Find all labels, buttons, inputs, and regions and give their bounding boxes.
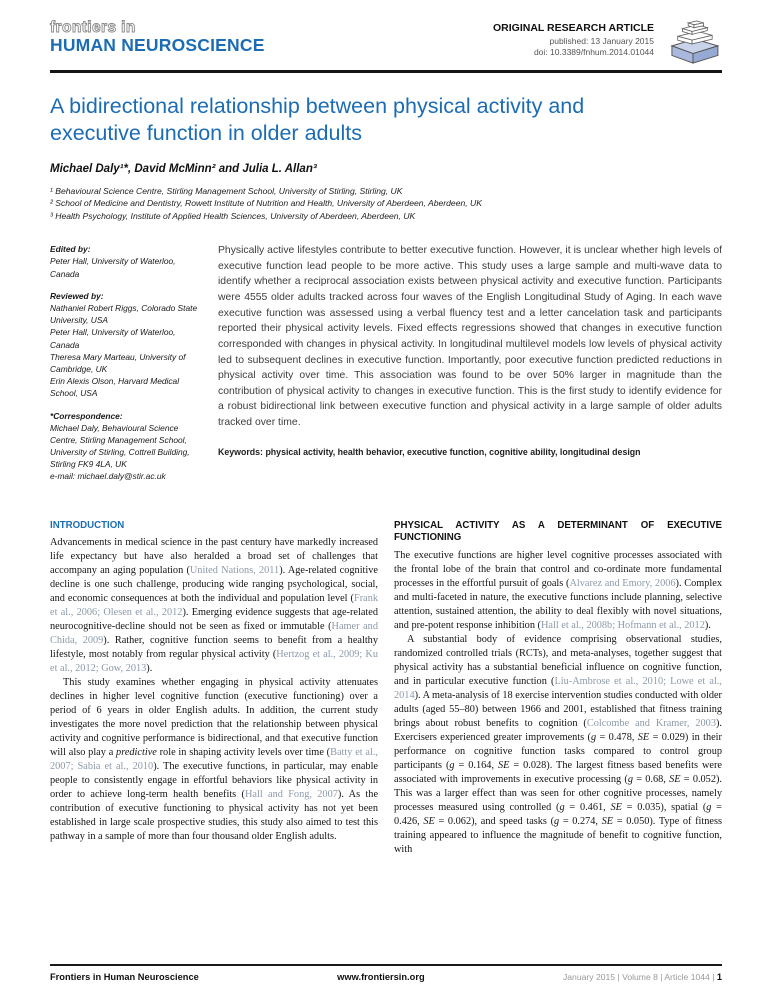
keywords-line <box>218 446 722 458</box>
edited-by-label: Edited by: <box>50 244 91 255</box>
text-segment: = 0.062), and speed tasks ( <box>434 815 555 827</box>
text-segment: = 0.050). Type of fitness training appeared to influence the magnitude of benefit to cognitive function, with <box>394 815 723 855</box>
affiliation-line: ¹ Behavioural Science Centre, Stirling Management School, University of Stirling, Stirling, UK <box>50 185 403 196</box>
text-segment: ). A meta-analysis of 18 exercise intervention studies conducted with older adults (aged 55–80) between 1966 and 2001, established that fitness training brings about robust benefits to cognition ( <box>394 689 722 729</box>
citation-link[interactable]: Hamer and Chida, 2009 <box>50 621 378 647</box>
editor-name: Peter Hall, University of Waterloo, Canada <box>50 256 176 279</box>
text-segment: This study examines whether engaging in physical activity attenuates declines in higher level cognitive function (executive functioning) over a period of 6 years in older English adults. In addition, the current study investigates the more novel prediction that the relationship between physical activity and cognitive performance is bidirectional, and that executive function will also play a <box>50 677 378 759</box>
citation-link[interactable]: United Nations, 2011 <box>189 565 280 577</box>
text-segment: A substantial body of evidence comprising observational studies, randomized controlled trials (RCTs), and meta-analyses, together suggest that physical activity has a substantial beneficial influence on cognitive function, and in particular executive function ( <box>394 633 722 687</box>
article-meta <box>493 22 654 58</box>
text-segment: g <box>554 815 560 827</box>
citation-link[interactable]: Alvarez and Emory, 2006 <box>569 577 676 589</box>
text-segment: g <box>627 773 633 785</box>
reviewed-by-label: Reviewed by: <box>50 290 104 301</box>
text-segment: ). Exercisers experienced greater improvements ( <box>394 717 722 743</box>
text-segment: = 0.164, <box>454 759 498 771</box>
text-segment: ). Age-related cognitive decline is one such challenge, producing wide ranging psychological, social, and economic consequences at both the individual and population level ( <box>50 565 378 605</box>
text-segment: SE <box>610 801 622 813</box>
keywords-label: Keywords: <box>218 446 263 457</box>
text-segment: ). Emerging evidence suggests that age-related neurocognitive-decline should not be seen as fixed or immutable ( <box>50 607 378 633</box>
brand-frontiers-in: frontiers in <box>50 19 136 36</box>
correspondence-address: Michael Daly, Behavioural Science Centre, Stirling Management School, University of Stirling, Cottrell Building, Stirling FK9 4LA, UK <box>50 422 190 470</box>
text-segment: SE <box>637 731 650 743</box>
left-column <box>50 520 378 857</box>
footer-page-number: 1 <box>716 972 722 982</box>
reviewer-name: Nathaniel Robert Riggs, Colorado State University, USA <box>50 303 198 326</box>
reviewer-name: Erin Alexis Olson, Harvard Medical School, USA <box>50 376 180 399</box>
text-segment: = 0.052). This was a larger effect than was seen for other cognitive processes, namely processes measured using controlled ( <box>394 773 722 813</box>
text-segment: Advancements in medical science in the past century have markedly increased life expectancy but have also heralded a broad set of challenges that accompany an aging population ( <box>50 537 378 577</box>
correspondence-label: *Correspondence: <box>50 410 123 421</box>
abstract-text: Physically active lifestyles contribute to better executive function. However, it is unclear whether high levels of executive function lead people to be more active. This study uses a large sample and multi-wave data to identify whether a reciprocal association exists between physical activity and executive function. Participants were 4555 older adults tracked across four waves of the English Longitudinal Study of Aging. In each wave executive function was assessed using a verbal fluency test and a letter cancelation task and participants reported their physical activity levels. Fixed effects regressions showed that changes in executive function corresponded with changes in physical activity. In longitudinal multilevel models low levels of physical activity led to subsequent declines in executive function. Importantly, poor executive function predicted reductions in physical activity over time. This association was found to be over 50% larger in magnitude than the contribution of physical activity to changes in executive function. This is the first study to identify evidence for a robust bidirectional link between executive function and physical activity in a large sample of older adults tracked over time. <box>218 245 722 428</box>
text-segment: SE <box>601 815 614 827</box>
citation-link[interactable]: Frank et al., 2006; Olesen et al., 2012 <box>50 593 378 619</box>
editorial-sidebar <box>50 243 218 492</box>
text-segment: SE <box>669 773 681 785</box>
reviewer-name: Theresa Mary Marteau, University of Cambridge, UK <box>50 351 186 374</box>
doi-link[interactable]: doi: 10.3389/fnhum.2014.01044 <box>533 46 654 57</box>
affiliation-line: ³ Health Psychology, Institute of Applied Health Sciences, University of Aberdeen, Aberdeen, UK <box>50 211 416 222</box>
text-segment: role in shaping activity levels over time ( <box>156 747 331 759</box>
published-date: published: 13 January 2015 <box>549 35 654 46</box>
right-column <box>394 520 722 857</box>
frontiers-books-logo-icon <box>664 20 722 66</box>
affiliations-block <box>50 185 722 224</box>
citation-link[interactable]: Batty et al., 2007; Sabia et al., 2010 <box>50 747 378 773</box>
abstract-section <box>50 243 722 492</box>
citation-link[interactable]: Colcombe and Kramer, 2003 <box>586 717 716 729</box>
author-line: Michael Daly¹*, David McMinn² and Julia L. Allan³ <box>50 162 317 175</box>
text-segment: = 0.478, <box>596 731 638 743</box>
text-segment: predictive <box>116 747 157 759</box>
footer-issue-info <box>563 972 722 982</box>
text-segment: SE <box>497 759 510 771</box>
footer-issue-meta: January 2015 | Volume 8 | Article 1044 | <box>562 972 715 982</box>
section-heading-physical-activity: PHYSICAL ACTIVITY AS A DETERMINANT OF EXECUTIVE FUNCTIONING <box>394 519 722 544</box>
abstract-column <box>218 243 722 492</box>
text-segment: SE <box>423 815 435 827</box>
reviewed-by-group <box>50 290 202 400</box>
page-header <box>0 0 764 66</box>
text-segment: ). Rather, cognitive function seems to benefit from a healthy lifestyle, most notably from regular physical activity ( <box>50 635 378 661</box>
citation-link[interactable]: Hertzog et al., 2009; Ku et al., 2012; Gow, 2013 <box>50 649 378 675</box>
text-segment: = 0.461, <box>564 801 611 813</box>
keywords-list: physical activity, health behavior, executive function, cognitive ability, longitudinal design <box>265 446 641 457</box>
edited-by-group <box>50 243 202 280</box>
text-segment: ). <box>704 619 711 631</box>
text-segment: g <box>449 759 455 771</box>
citation-link[interactable]: Hall and Fong, 2007 <box>244 789 338 801</box>
body-paragraph <box>394 633 722 857</box>
brand-journal-name: HUMAN NEUROSCIENCE <box>50 35 265 56</box>
text-segment: ). As the contribution of executive functioning to physical activity has not yet been established in large scale prospective studies, this study also aimed to test this pathway in a sample of more than four thousand older English adults. <box>50 789 379 843</box>
header-meta-block <box>493 20 722 66</box>
text-segment: = 0.035), spatial ( <box>621 801 707 813</box>
text-segment: ). <box>146 663 153 675</box>
header-divider <box>50 70 722 73</box>
body-paragraph <box>394 549 722 633</box>
text-segment: = 0.274, <box>559 815 602 827</box>
text-segment: g <box>559 801 565 813</box>
text-segment: g <box>706 801 712 813</box>
article-title: A bidirectional relationship between physical activity and executive function in older adults <box>50 94 585 146</box>
text-segment: ). Complex and multi-faceted in nature, the executive functions include planning, selective attention, sustained attention, the ability to deal flexibly with novel situations, and pre-potent response inhibition ( <box>394 577 722 631</box>
text-segment: = 0.029) in their performance on cognitive function tasks compared to control group participants ( <box>394 731 722 771</box>
text-segment: g <box>590 731 597 743</box>
reviewer-name: Peter Hall, University of Waterloo, Canada <box>50 327 176 350</box>
article-type-label: ORIGINAL RESEARCH ARTICLE <box>492 22 654 34</box>
section-heading-introduction: INTRODUCTION <box>50 519 125 531</box>
journal-brand <box>50 20 265 55</box>
page-footer <box>50 964 722 982</box>
article-body <box>50 520 722 857</box>
text-segment: = 0.68, <box>633 773 670 785</box>
text-segment: = 0.028). The largest fitness based benefits were associated with improvements in executive processing ( <box>394 759 722 785</box>
body-paragraph <box>50 536 378 676</box>
body-paragraph <box>50 676 378 844</box>
citation-link[interactable]: Hall et al., 2008b; Hofmann et al., 2012 <box>540 619 705 631</box>
citation-link[interactable]: Liu-Ambrose et al., 2010; Lowe et al., 2014 <box>394 675 723 701</box>
footer-journal-name: Frontiers in Human Neuroscience <box>50 972 199 982</box>
affiliation-line: ² School of Medicine and Dentistry, Rowett Institute of Nutrition and Health, University of Aberdeen, Aberdeen, UK <box>50 198 482 209</box>
footer-website-link[interactable]: www.frontiersin.org <box>337 972 425 982</box>
text-segment: = 0.426, <box>394 801 722 827</box>
text-segment: The executive functions are higher level cognitive processes associated with the frontal lobe of the brain that control and co-ordinate more fundamental processes in the effortful pursuit of goals ( <box>394 549 722 589</box>
text-segment: ). The executive functions, in particular, may enable people to consistently engage in effortful behaviors like physical activity in order to achieve long-term health benefits ( <box>50 761 379 801</box>
correspondence-group <box>50 410 202 483</box>
correspondence-email-link[interactable]: e-mail: michael.daly@stir.ac.uk <box>50 471 166 482</box>
